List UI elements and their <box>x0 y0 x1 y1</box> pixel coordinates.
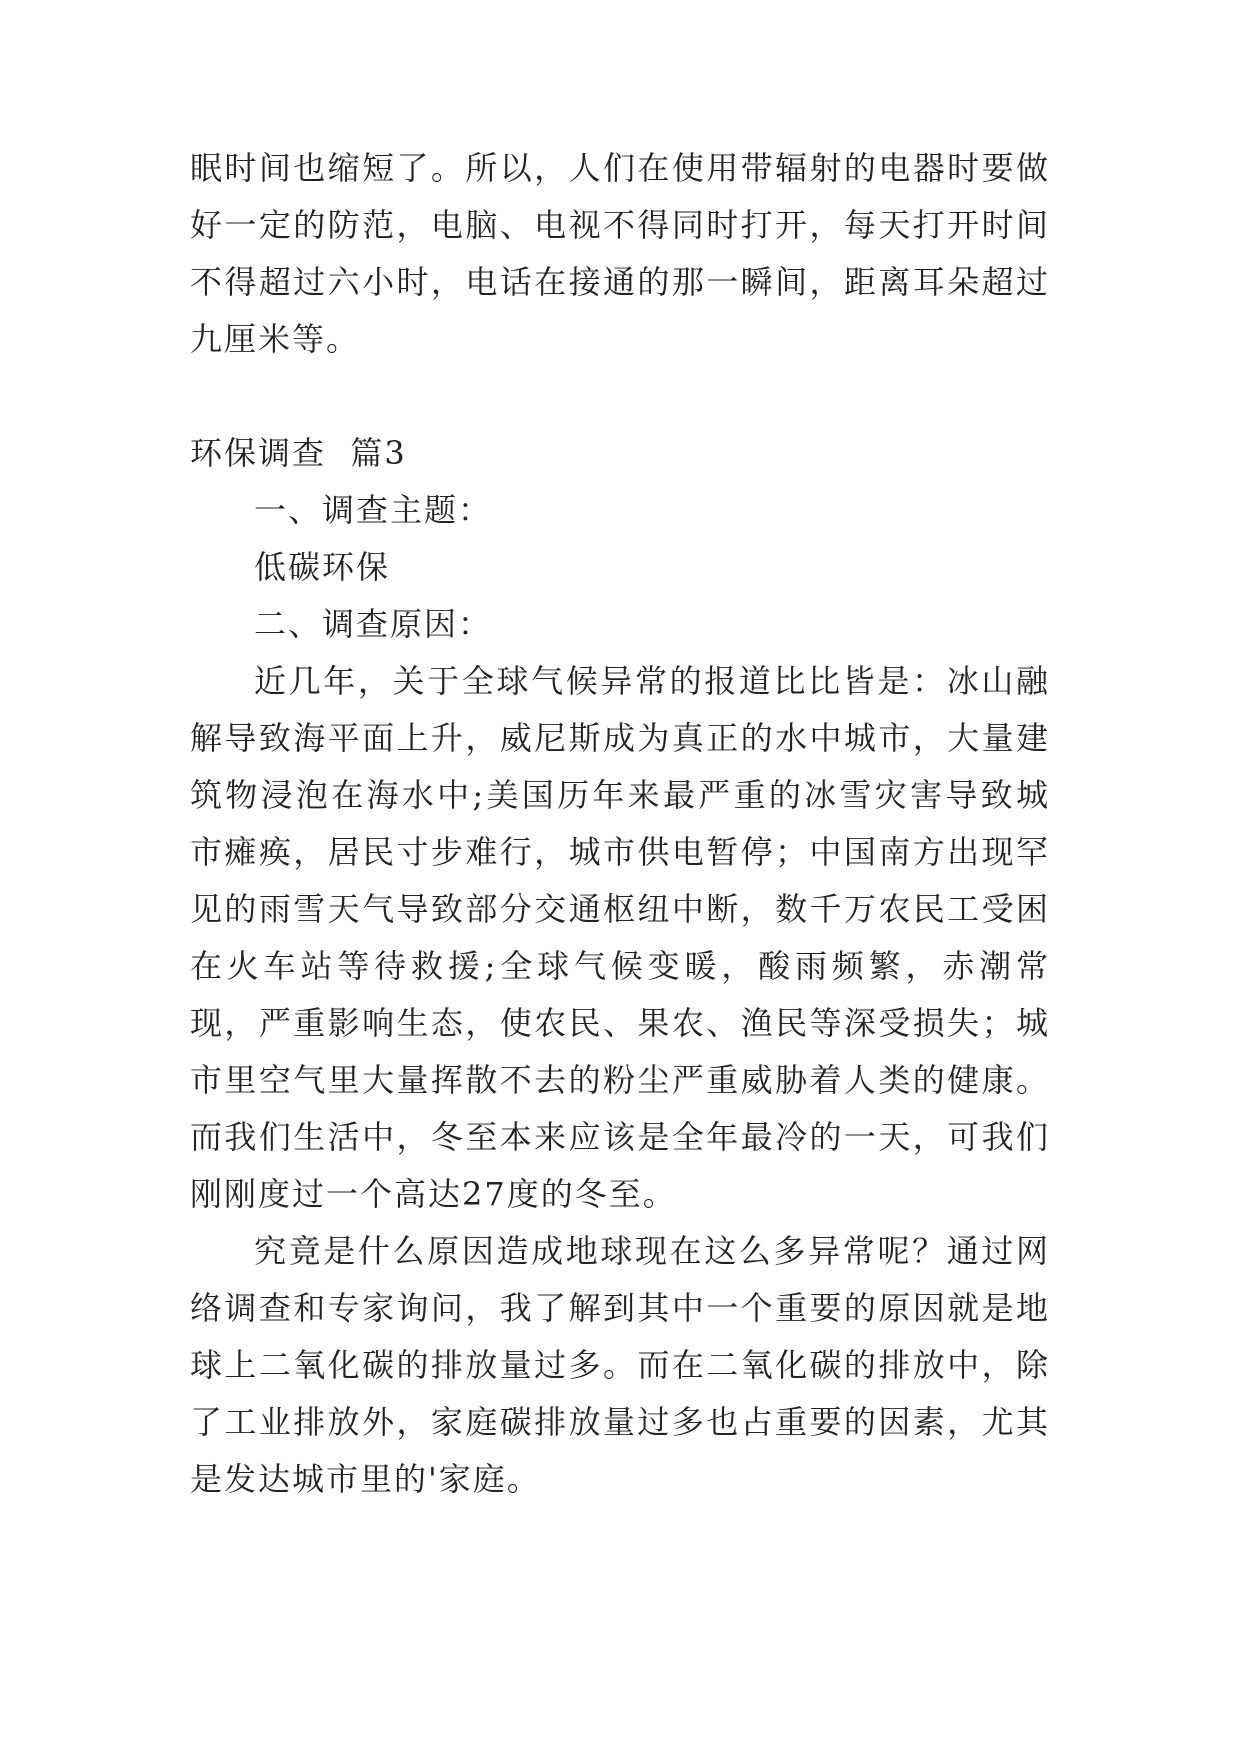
body-paragraph-climate: 近几年，关于全球气候异常的报道比比皆是：冰山融解导致海平面上升，威尼斯成为真正的水中城市，大量建筑物浸泡在海水中;美国历年来最严重的冰雪灾害导致城市瘫痪，居民寸步难行，城市供电暂停；中国南方出现罕见的雨雪天气导致部分交通枢纽中断，数千万农民工受困在火车站等待救援;全球气候变暖，酸雨频繁，赤潮常现，严重影响生态，使农民、果农、渔民等深受损失；城市里空气里大量挥散不去的粉尘严重威胁着人类的健康。而我们生活中，冬至本来应该是全年最冷的一天，可我们刚刚度过一个高达27度的冬至。 <box>190 662 1050 1213</box>
body-paragraph-cause: 究竟是什么原因造成地球现在这么多异常呢？通过网络调查和专家询问，我了解到其中一个重要的原因就是地球上二氧化碳的排放量过多。而在二氧化碳的排放中，除了工业排放外，家庭碳排放量过多也占重要的因素，尤其是发达城市里的'家庭。 <box>190 1232 1050 1498</box>
document-body <box>190 140 1050 1508</box>
survey-topic-text: 低碳环保 <box>254 548 391 586</box>
section-title: 环保调查 篇3 <box>190 434 407 472</box>
continuation-paragraph: 眠时间也缩短了。所以，人们在使用带辐射的电器时要做好一定的防范，电脑、电视不得同时打开，每天打开时间不得超过六小时，电话在接通的那一瞬间，距离耳朵超过九厘米等。 <box>190 149 1050 358</box>
heading-survey-reason: 二、调查原因： <box>254 605 493 643</box>
heading-survey-topic: 一、调查主题： <box>254 491 493 529</box>
